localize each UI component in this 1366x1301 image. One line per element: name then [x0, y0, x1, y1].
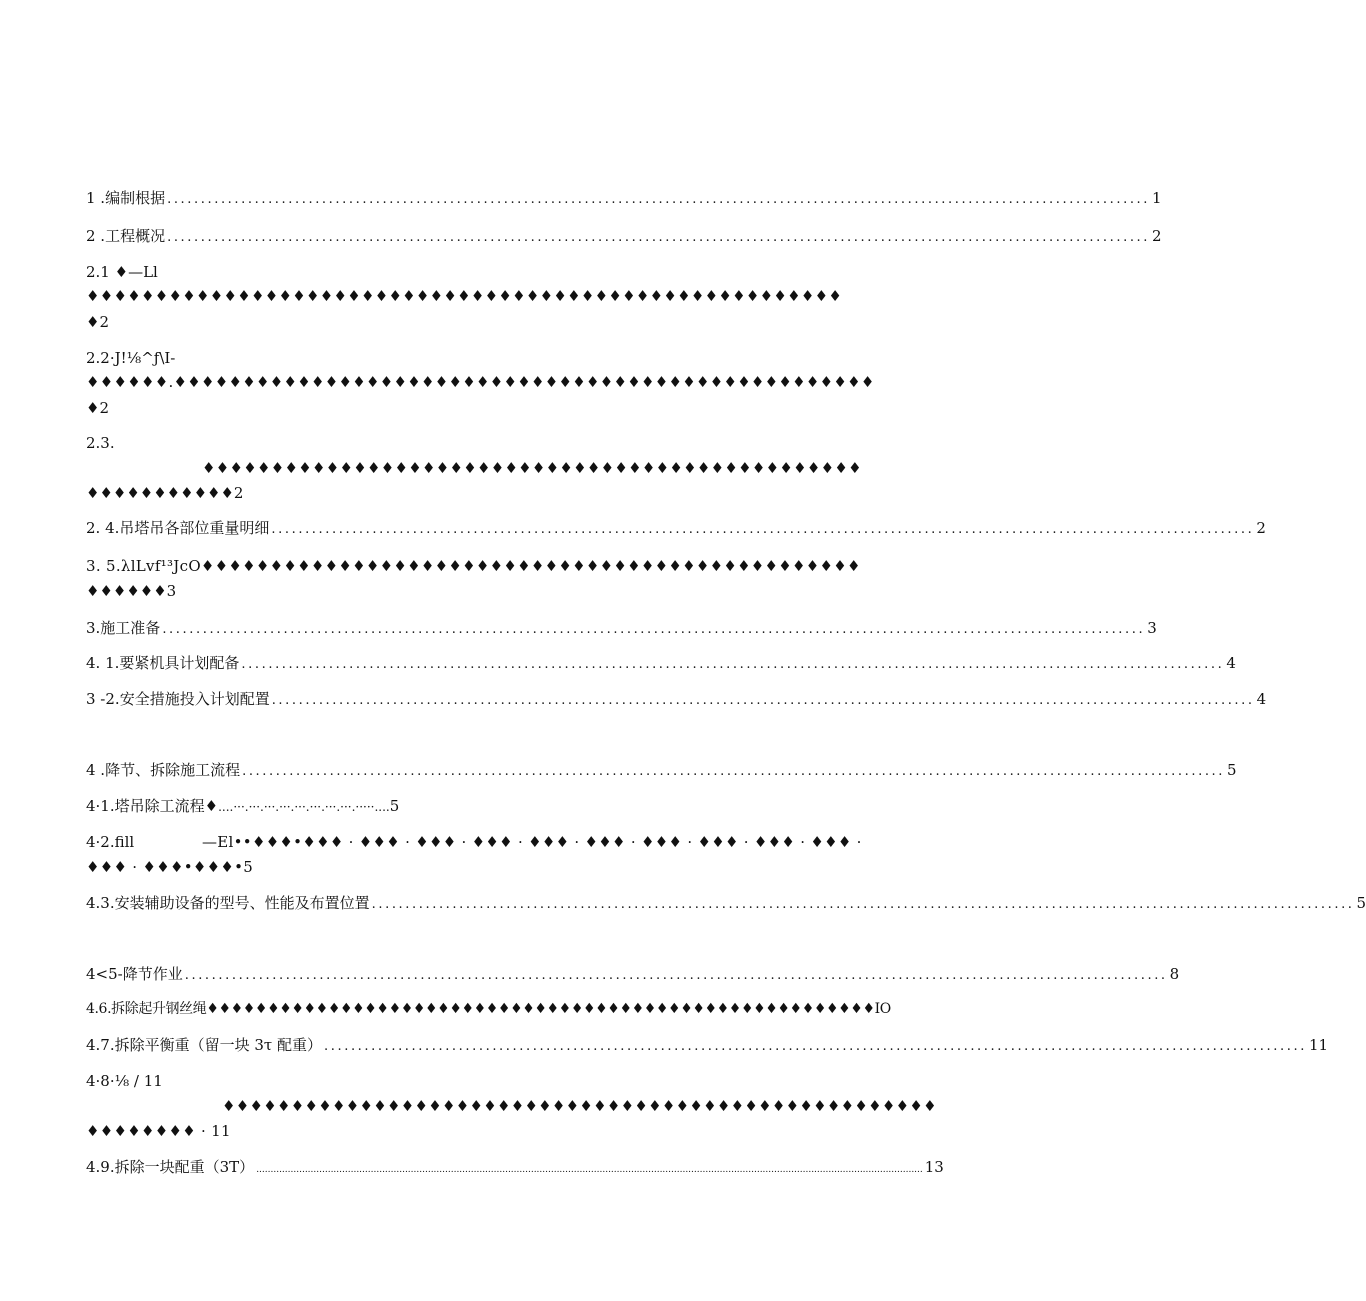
toc-entry-title: 2 .工程概况 — [86, 227, 166, 245]
toc-page-number: 13 — [924, 1158, 944, 1176]
toc-page-number: 5 — [389, 797, 400, 815]
toc-leader: ....···.···.···.···.···.···.···.···.·····.... — [218, 800, 390, 814]
toc-entry-4-2-page: ♦♦♦ · ♦♦♦•♦♦♦•5 — [86, 858, 254, 876]
toc-entry-title: 3 -2.安全措施投入计划配置 — [86, 690, 270, 708]
toc-entry-2-4[interactable] — [86, 518, 1266, 538]
toc-entry-title: 1 .编制根据 — [86, 189, 166, 207]
toc-entry-2-1-head[interactable]: 2.1 ♦—Ll — [86, 263, 158, 281]
toc-entry-title: 4<5-降节作业 — [86, 965, 183, 983]
toc-leader: .................................................................................................................................................. — [324, 1039, 1307, 1054]
toc-page-number: 5 — [1227, 761, 1237, 779]
toc-leader: .................................................................................................................................................. — [271, 693, 1255, 708]
toc-page-number: 4 — [1226, 654, 1236, 672]
toc-entry-2-2-page: ♦2 — [86, 399, 109, 417]
toc-entry-title: 4.3.安装辅助设备的型号、性能及布置位置 — [86, 894, 370, 912]
toc-entry-2[interactable] — [86, 226, 1162, 246]
toc-entry-title: 4.9.拆除一块配重（3T） — [86, 1158, 255, 1176]
toc-entry-2-1-page: ♦2 — [86, 313, 109, 331]
toc-entry-2-3-fill: ♦♦♦♦♦♦♦♦♦♦♦♦♦♦♦♦♦♦♦♦♦♦♦♦♦♦♦♦♦♦♦♦♦♦♦♦♦♦♦♦♦♦♦♦♦♦♦♦ — [202, 459, 862, 477]
toc-entry-3-5-head[interactable]: 3. 5.λlLvf¹³JcO♦♦♦♦♦♦♦♦♦♦♦♦♦♦♦♦♦♦♦♦♦♦♦♦♦♦♦♦♦♦♦♦♦♦♦♦♦♦♦♦♦♦♦♦♦♦♦♦ — [86, 557, 861, 575]
toc-entry-title: 4. 1.要紧机具计划配备 — [86, 654, 240, 672]
toc-entry-title: 4 .降节、拆除施工流程 — [86, 761, 241, 779]
toc-leader: .................................................................................................................................................. — [271, 522, 1255, 537]
toc-entry-4-8-fill: ♦♦♦♦♦♦♦♦♦♦♦♦♦♦♦♦♦♦♦♦♦♦♦♦♦♦♦♦♦♦♦♦♦♦♦♦♦♦♦♦♦♦♦♦♦♦♦♦♦♦♦♦ — [222, 1097, 937, 1115]
toc-entry-3-5-page: ♦♦♦♦♦♦3 — [86, 582, 177, 600]
toc-leader: .................................................................................................................................................. — [167, 230, 1151, 245]
toc-page-number: 3 — [1147, 619, 1157, 637]
toc-page-number: 1 — [1152, 189, 1162, 207]
toc-entry-4-3[interactable] — [86, 893, 1366, 913]
toc-entry-4-6[interactable]: 4.6.拆除起升钢丝绳♦♦♦♦♦♦♦♦♦♦♦♦♦♦♦♦♦♦♦♦♦♦♦♦♦♦♦♦♦♦♦♦♦♦♦♦♦♦♦♦♦♦♦♦♦♦♦♦♦♦♦♦♦♦♦IO — [86, 1001, 891, 1017]
toc-entry-4-2-fill: —El••♦♦♦•♦♦♦ · ♦♦♦ · ♦♦♦ · ♦♦♦ · ♦♦♦ · ♦♦♦ · ♦♦♦ · ♦♦♦ · ♦♦♦ · ♦♦♦ · — [202, 833, 862, 851]
toc-entry-4-2-head[interactable]: 4·2.fill — [86, 833, 135, 851]
toc-entry-4-8-head[interactable]: 4·8·⅛ / 11 — [86, 1072, 163, 1090]
toc-entry-title: 4·1.塔吊除工流程♦ — [86, 797, 219, 815]
toc-page-number: 4 — [1256, 690, 1267, 708]
toc-leader: .................................................................................................................................................. — [371, 897, 1355, 912]
toc-leader: .................................................................................................................................................. — [241, 657, 1225, 672]
toc-page-number: 2 — [1152, 227, 1162, 245]
toc-entry-2-3-head[interactable]: 2.3. — [86, 434, 115, 452]
toc-entry-title: 4.7.拆除平衡重（留一块 3τ 配重） — [86, 1036, 323, 1054]
toc-entry-2-2-fill: ♦♦♦♦♦♦.♦♦♦♦♦♦♦♦♦♦♦♦♦♦♦♦♦♦♦♦♦♦♦♦♦♦♦♦♦♦♦♦♦♦♦♦♦♦♦♦♦♦♦♦♦♦♦♦♦♦♦ — [86, 373, 875, 391]
toc-entry-4-1[interactable] — [86, 796, 399, 816]
toc-leader: .................................................................................................................................................. — [242, 764, 1226, 779]
toc-entry-2-2-head[interactable]: 2.2·J!⅛^ƒ\I- — [86, 349, 176, 367]
toc-entry-4-5[interactable] — [86, 964, 1180, 984]
toc-entry-3-2[interactable] — [86, 689, 1267, 709]
toc-entry-3[interactable] — [86, 618, 1157, 638]
toc-entry-4[interactable] — [86, 760, 1237, 780]
toc-entry-title: 3.施工准备 — [86, 619, 161, 637]
toc-page-number: 11 — [1308, 1036, 1329, 1054]
toc-page-number: 2 — [1256, 519, 1266, 537]
toc-page-number: 8 — [1169, 965, 1180, 983]
toc-entry-4-9[interactable] — [86, 1157, 944, 1177]
toc-leader: .................................................................................................................................................. — [162, 622, 1146, 637]
toc-entry-1[interactable] — [86, 188, 1162, 208]
toc-entry-title: 2. 4.吊塔吊各部位重量明细 — [86, 519, 270, 537]
toc-leader: .................................................................................................................................................. — [167, 192, 1151, 207]
toc-leader: .................................................................................................................................................. — [184, 968, 1168, 983]
toc-leader: ......................................................................................................................................................................................................................................... — [256, 1165, 923, 1175]
toc-entry-4-1-equipment[interactable] — [86, 653, 1236, 673]
toc-entry-4-8-page: ♦♦♦♦♦♦♦♦ · 11 — [86, 1122, 231, 1140]
toc-entry-4-7[interactable] — [86, 1035, 1329, 1055]
toc-page-number: 5 — [1356, 894, 1366, 912]
toc-entry-2-1-fill: ♦♦♦♦♦♦♦♦♦♦♦♦♦♦♦♦♦♦♦♦♦♦♦♦♦♦♦♦♦♦♦♦♦♦♦♦♦♦♦♦♦♦♦♦♦♦♦♦♦♦♦♦♦♦♦ — [86, 287, 843, 305]
toc-entry-2-3-page: ♦♦♦♦♦♦♦♦♦♦♦2 — [86, 484, 244, 502]
